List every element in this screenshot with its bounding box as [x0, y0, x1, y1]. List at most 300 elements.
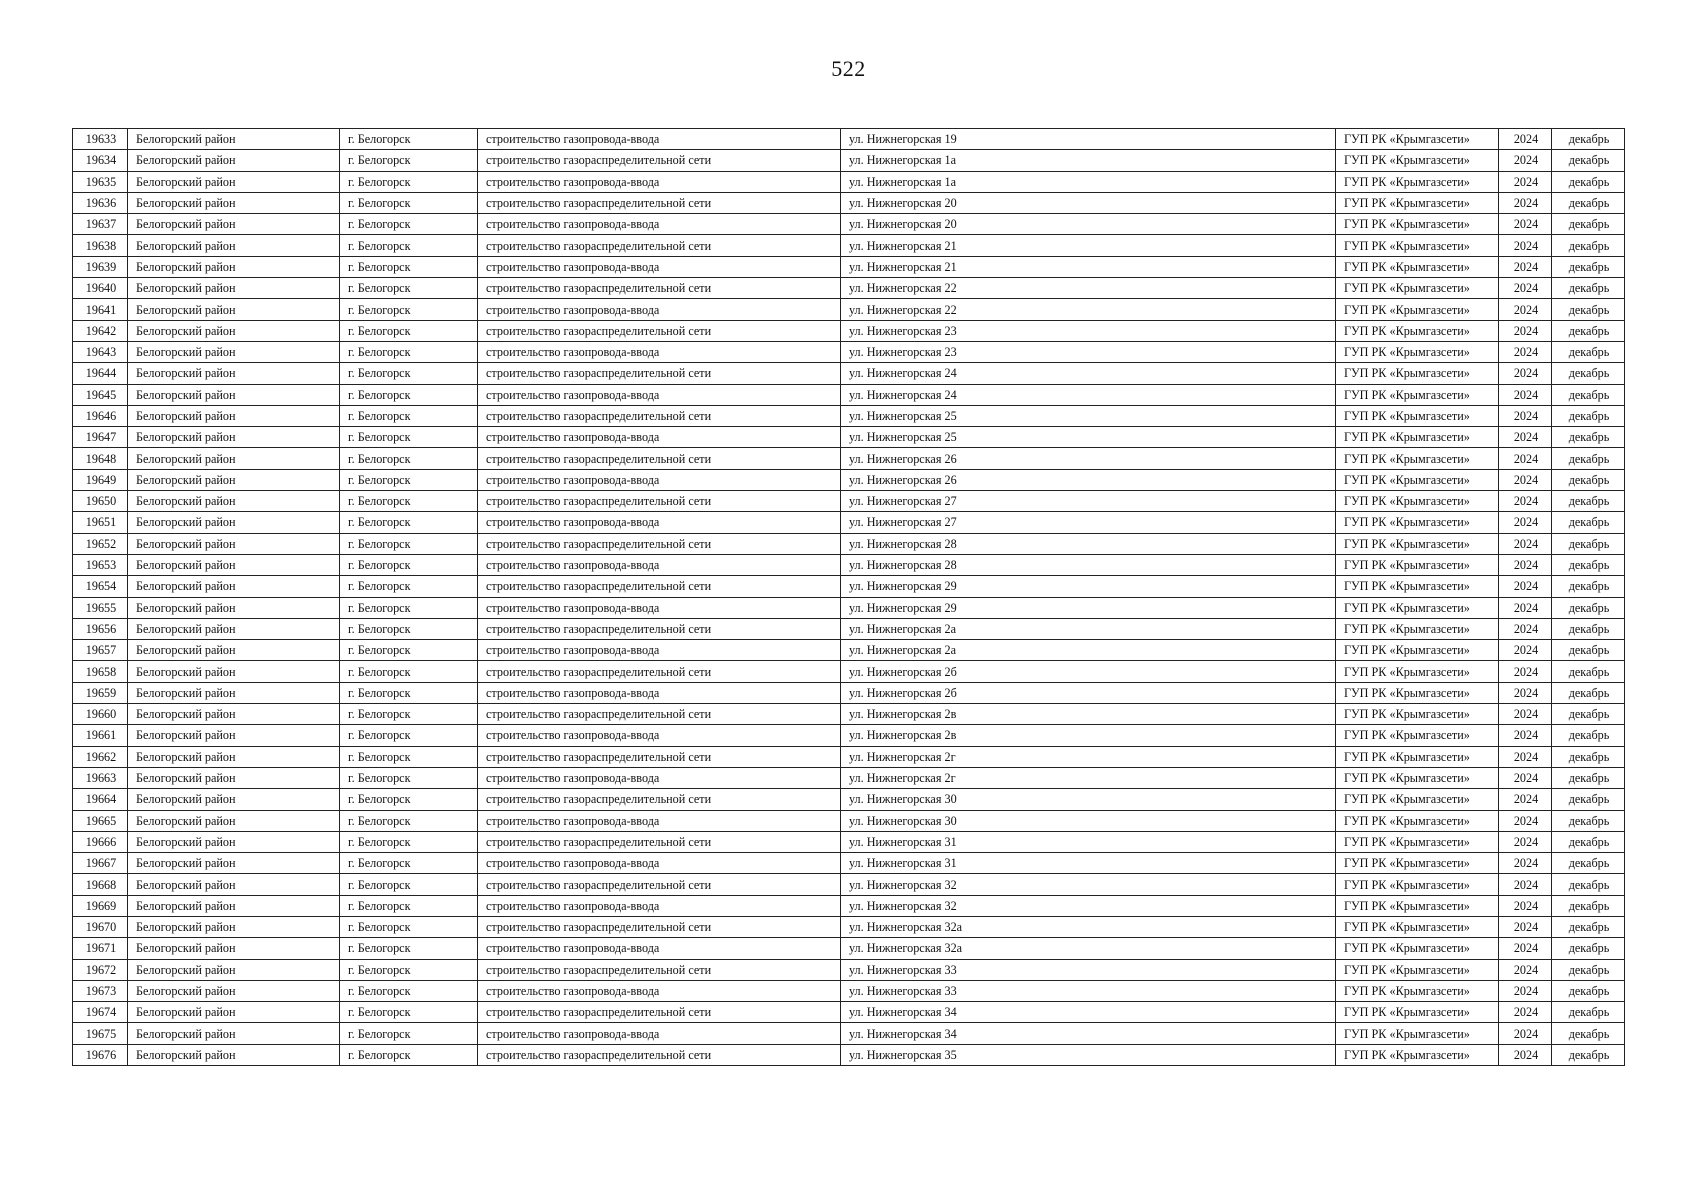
settlement-cell: г. Белогорск	[340, 341, 478, 362]
month-cell: декабрь	[1552, 618, 1625, 639]
district-cell: Белогорский район	[128, 150, 340, 171]
registry-body	[73, 129, 1625, 1066]
address-cell: ул. Нижнегорская 2г	[841, 767, 1336, 788]
table-row	[73, 512, 1625, 533]
year-cell: 2024	[1499, 640, 1552, 661]
address-cell: ул. Нижнегорская 21	[841, 235, 1336, 256]
table-row	[73, 235, 1625, 256]
month-cell: декабрь	[1552, 384, 1625, 405]
district-cell: Белогорский район	[128, 1002, 340, 1023]
settlement-cell: г. Белогорск	[340, 980, 478, 1001]
work-type-cell: строительство газораспределительной сети	[478, 278, 841, 299]
settlement-cell: г. Белогорск	[340, 789, 478, 810]
address-cell: ул. Нижнегорская 34	[841, 1002, 1336, 1023]
district-cell: Белогорский район	[128, 661, 340, 682]
table-row	[73, 1023, 1625, 1044]
organization-cell: ГУП РК «Крымгазсети»	[1336, 767, 1499, 788]
year-cell: 2024	[1499, 959, 1552, 980]
month-cell: декабрь	[1552, 980, 1625, 1001]
registry-table	[72, 128, 1625, 1066]
district-cell: Белогорский район	[128, 512, 340, 533]
organization-cell: ГУП РК «Крымгазсети»	[1336, 895, 1499, 916]
address-cell: ул. Нижнегорская 34	[841, 1023, 1336, 1044]
address-cell: ул. Нижнегорская 2б	[841, 682, 1336, 703]
table-row	[73, 618, 1625, 639]
settlement-cell: г. Белогорск	[340, 491, 478, 512]
organization-cell: ГУП РК «Крымгазсети»	[1336, 725, 1499, 746]
table-row	[73, 916, 1625, 937]
table-row	[73, 725, 1625, 746]
table-row	[73, 1002, 1625, 1023]
address-cell: ул. Нижнегорская 27	[841, 491, 1336, 512]
year-cell: 2024	[1499, 576, 1552, 597]
settlement-cell: г. Белогорск	[340, 640, 478, 661]
row-number-cell: 19656	[73, 618, 128, 639]
work-type-cell: строительство газораспределительной сети	[478, 831, 841, 852]
organization-cell: ГУП РК «Крымгазсети»	[1336, 789, 1499, 810]
district-cell: Белогорский район	[128, 576, 340, 597]
year-cell: 2024	[1499, 661, 1552, 682]
row-number-cell: 19667	[73, 853, 128, 874]
settlement-cell: г. Белогорск	[340, 150, 478, 171]
month-cell: декабрь	[1552, 661, 1625, 682]
row-number-cell: 19669	[73, 895, 128, 916]
table-row	[73, 554, 1625, 575]
table-row	[73, 789, 1625, 810]
district-cell: Белогорский район	[128, 256, 340, 277]
row-number-cell: 19647	[73, 427, 128, 448]
organization-cell: ГУП РК «Крымгазсети»	[1336, 363, 1499, 384]
district-cell: Белогорский район	[128, 448, 340, 469]
settlement-cell: г. Белогорск	[340, 533, 478, 554]
work-type-cell: строительство газораспределительной сети	[478, 150, 841, 171]
month-cell: декабрь	[1552, 746, 1625, 767]
address-cell: ул. Нижнегорская 1а	[841, 150, 1336, 171]
row-number-cell: 19648	[73, 448, 128, 469]
address-cell: ул. Нижнегорская 31	[841, 853, 1336, 874]
table-row	[73, 214, 1625, 235]
year-cell: 2024	[1499, 129, 1552, 150]
work-type-cell: строительство газораспределительной сети	[478, 661, 841, 682]
address-cell: ул. Нижнегорская 23	[841, 320, 1336, 341]
settlement-cell: г. Белогорск	[340, 746, 478, 767]
settlement-cell: г. Белогорск	[340, 171, 478, 192]
month-cell: декабрь	[1552, 469, 1625, 490]
work-type-cell: строительство газораспределительной сети	[478, 746, 841, 767]
table-row	[73, 448, 1625, 469]
address-cell: ул. Нижнегорская 25	[841, 405, 1336, 426]
district-cell: Белогорский район	[128, 874, 340, 895]
month-cell: декабрь	[1552, 256, 1625, 277]
organization-cell: ГУП РК «Крымгазсети»	[1336, 256, 1499, 277]
table-row	[73, 895, 1625, 916]
row-number-cell: 19675	[73, 1023, 128, 1044]
work-type-cell: строительство газопровода-ввода	[478, 895, 841, 916]
month-cell: декабрь	[1552, 682, 1625, 703]
year-cell: 2024	[1499, 682, 1552, 703]
district-cell: Белогорский район	[128, 640, 340, 661]
organization-cell: ГУП РК «Крымгазсети»	[1336, 704, 1499, 725]
organization-cell: ГУП РК «Крымгазсети»	[1336, 618, 1499, 639]
row-number-cell: 19658	[73, 661, 128, 682]
row-number-cell: 19666	[73, 831, 128, 852]
organization-cell: ГУП РК «Крымгазсети»	[1336, 554, 1499, 575]
work-type-cell: строительство газопровода-ввода	[478, 214, 841, 235]
district-cell: Белогорский район	[128, 1044, 340, 1065]
row-number-cell: 19643	[73, 341, 128, 362]
organization-cell: ГУП РК «Крымгазсети»	[1336, 171, 1499, 192]
row-number-cell: 19652	[73, 533, 128, 554]
table-row	[73, 704, 1625, 725]
district-cell: Белогорский район	[128, 980, 340, 1001]
organization-cell: ГУП РК «Крымгазсети»	[1336, 1023, 1499, 1044]
work-type-cell: строительство газопровода-ввода	[478, 512, 841, 533]
address-cell: ул. Нижнегорская 2в	[841, 704, 1336, 725]
month-cell: декабрь	[1552, 640, 1625, 661]
settlement-cell: г. Белогорск	[340, 299, 478, 320]
row-number-cell: 19636	[73, 192, 128, 213]
year-cell: 2024	[1499, 491, 1552, 512]
table-row	[73, 341, 1625, 362]
table-row	[73, 640, 1625, 661]
year-cell: 2024	[1499, 150, 1552, 171]
work-type-cell: строительство газораспределительной сети	[478, 448, 841, 469]
year-cell: 2024	[1499, 874, 1552, 895]
district-cell: Белогорский район	[128, 767, 340, 788]
month-cell: декабрь	[1552, 895, 1625, 916]
organization-cell: ГУП РК «Крымгазсети»	[1336, 427, 1499, 448]
table-row	[73, 874, 1625, 895]
district-cell: Белогорский район	[128, 725, 340, 746]
settlement-cell: г. Белогорск	[340, 597, 478, 618]
settlement-cell: г. Белогорск	[340, 278, 478, 299]
year-cell: 2024	[1499, 980, 1552, 1001]
table-row	[73, 469, 1625, 490]
row-number-cell: 19673	[73, 980, 128, 1001]
address-cell: ул. Нижнегорская 20	[841, 214, 1336, 235]
table-row	[73, 746, 1625, 767]
address-cell: ул. Нижнегорская 25	[841, 427, 1336, 448]
organization-cell: ГУП РК «Крымгазсети»	[1336, 938, 1499, 959]
row-number-cell: 19660	[73, 704, 128, 725]
work-type-cell: строительство газораспределительной сети	[478, 959, 841, 980]
address-cell: ул. Нижнегорская 33	[841, 980, 1336, 1001]
address-cell: ул. Нижнегорская 32	[841, 895, 1336, 916]
row-number-cell: 19639	[73, 256, 128, 277]
district-cell: Белогорский район	[128, 554, 340, 575]
organization-cell: ГУП РК «Крымгазсети»	[1336, 384, 1499, 405]
year-cell: 2024	[1499, 895, 1552, 916]
district-cell: Белогорский район	[128, 597, 340, 618]
month-cell: декабрь	[1552, 831, 1625, 852]
work-type-cell: строительство газораспределительной сети	[478, 916, 841, 937]
month-cell: декабрь	[1552, 810, 1625, 831]
month-cell: декабрь	[1552, 789, 1625, 810]
district-cell: Белогорский район	[128, 129, 340, 150]
address-cell: ул. Нижнегорская 28	[841, 533, 1336, 554]
organization-cell: ГУП РК «Крымгазсети»	[1336, 235, 1499, 256]
work-type-cell: строительство газопровода-ввода	[478, 256, 841, 277]
address-cell: ул. Нижнегорская 2в	[841, 725, 1336, 746]
month-cell: декабрь	[1552, 129, 1625, 150]
district-cell: Белогорский район	[128, 533, 340, 554]
row-number-cell: 19664	[73, 789, 128, 810]
settlement-cell: г. Белогорск	[340, 874, 478, 895]
work-type-cell: строительство газопровода-ввода	[478, 341, 841, 362]
organization-cell: ГУП РК «Крымгазсети»	[1336, 597, 1499, 618]
table-row	[73, 682, 1625, 703]
row-number-cell: 19663	[73, 767, 128, 788]
work-type-cell: строительство газопровода-ввода	[478, 171, 841, 192]
month-cell: декабрь	[1552, 192, 1625, 213]
district-cell: Белогорский район	[128, 384, 340, 405]
month-cell: декабрь	[1552, 512, 1625, 533]
work-type-cell: строительство газопровода-ввода	[478, 640, 841, 661]
work-type-cell: строительство газораспределительной сети	[478, 874, 841, 895]
row-number-cell: 19676	[73, 1044, 128, 1065]
year-cell: 2024	[1499, 341, 1552, 362]
settlement-cell: г. Белогорск	[340, 938, 478, 959]
district-cell: Белогорский район	[128, 363, 340, 384]
settlement-cell: г. Белогорск	[340, 618, 478, 639]
settlement-cell: г. Белогорск	[340, 704, 478, 725]
year-cell: 2024	[1499, 789, 1552, 810]
work-type-cell: строительство газопровода-ввода	[478, 682, 841, 703]
address-cell: ул. Нижнегорская 33	[841, 959, 1336, 980]
month-cell: декабрь	[1552, 597, 1625, 618]
year-cell: 2024	[1499, 512, 1552, 533]
month-cell: декабрь	[1552, 853, 1625, 874]
table-row	[73, 853, 1625, 874]
organization-cell: ГУП РК «Крымгазсети»	[1336, 853, 1499, 874]
table-row	[73, 533, 1625, 554]
table-row	[73, 576, 1625, 597]
year-cell: 2024	[1499, 1002, 1552, 1023]
row-number-cell: 19650	[73, 491, 128, 512]
organization-cell: ГУП РК «Крымгазсети»	[1336, 874, 1499, 895]
month-cell: декабрь	[1552, 171, 1625, 192]
work-type-cell: строительство газопровода-ввода	[478, 554, 841, 575]
settlement-cell: г. Белогорск	[340, 1044, 478, 1065]
settlement-cell: г. Белогорск	[340, 767, 478, 788]
organization-cell: ГУП РК «Крымгазсети»	[1336, 150, 1499, 171]
district-cell: Белогорский район	[128, 320, 340, 341]
year-cell: 2024	[1499, 256, 1552, 277]
month-cell: декабрь	[1552, 1023, 1625, 1044]
address-cell: ул. Нижнегорская 32а	[841, 916, 1336, 937]
month-cell: декабрь	[1552, 150, 1625, 171]
organization-cell: ГУП РК «Крымгазсети»	[1336, 640, 1499, 661]
row-number-cell: 19671	[73, 938, 128, 959]
month-cell: декабрь	[1552, 533, 1625, 554]
address-cell: ул. Нижнегорская 2а	[841, 618, 1336, 639]
year-cell: 2024	[1499, 469, 1552, 490]
year-cell: 2024	[1499, 405, 1552, 426]
organization-cell: ГУП РК «Крымгазсети»	[1336, 192, 1499, 213]
district-cell: Белогорский район	[128, 682, 340, 703]
organization-cell: ГУП РК «Крымгазсети»	[1336, 469, 1499, 490]
table-row	[73, 256, 1625, 277]
address-cell: ул. Нижнегорская 2г	[841, 746, 1336, 767]
row-number-cell: 19640	[73, 278, 128, 299]
organization-cell: ГУП РК «Крымгазсети»	[1336, 448, 1499, 469]
work-type-cell: строительство газопровода-ввода	[478, 1023, 841, 1044]
settlement-cell: г. Белогорск	[340, 405, 478, 426]
district-cell: Белогорский район	[128, 704, 340, 725]
settlement-cell: г. Белогорск	[340, 895, 478, 916]
month-cell: декабрь	[1552, 767, 1625, 788]
organization-cell: ГУП РК «Крымгазсети»	[1336, 299, 1499, 320]
row-number-cell: 19634	[73, 150, 128, 171]
row-number-cell: 19637	[73, 214, 128, 235]
district-cell: Белогорский район	[128, 853, 340, 874]
year-cell: 2024	[1499, 704, 1552, 725]
settlement-cell: г. Белогорск	[340, 235, 478, 256]
month-cell: декабрь	[1552, 363, 1625, 384]
address-cell: ул. Нижнегорская 19	[841, 129, 1336, 150]
district-cell: Белогорский район	[128, 427, 340, 448]
work-type-cell: строительство газораспределительной сети	[478, 533, 841, 554]
address-cell: ул. Нижнегорская 2а	[841, 640, 1336, 661]
work-type-cell: строительство газопровода-ввода	[478, 853, 841, 874]
row-number-cell: 19635	[73, 171, 128, 192]
month-cell: декабрь	[1552, 405, 1625, 426]
district-cell: Белогорский район	[128, 916, 340, 937]
organization-cell: ГУП РК «Крымгазсети»	[1336, 746, 1499, 767]
month-cell: декабрь	[1552, 491, 1625, 512]
district-cell: Белогорский район	[128, 959, 340, 980]
settlement-cell: г. Белогорск	[340, 959, 478, 980]
address-cell: ул. Нижнегорская 21	[841, 256, 1336, 277]
table-row	[73, 959, 1625, 980]
year-cell: 2024	[1499, 618, 1552, 639]
year-cell: 2024	[1499, 320, 1552, 341]
month-cell: декабрь	[1552, 725, 1625, 746]
address-cell: ул. Нижнегорская 29	[841, 597, 1336, 618]
settlement-cell: г. Белогорск	[340, 469, 478, 490]
page-number: 522	[831, 56, 866, 81]
table-row	[73, 980, 1625, 1001]
organization-cell: ГУП РК «Крымгазсети»	[1336, 810, 1499, 831]
district-cell: Белогорский район	[128, 491, 340, 512]
organization-cell: ГУП РК «Крымгазсети»	[1336, 576, 1499, 597]
row-number-cell: 19668	[73, 874, 128, 895]
work-type-cell: строительство газопровода-ввода	[478, 384, 841, 405]
work-type-cell: строительство газораспределительной сети	[478, 704, 841, 725]
work-type-cell: строительство газораспределительной сети	[478, 576, 841, 597]
month-cell: декабрь	[1552, 235, 1625, 256]
month-cell: декабрь	[1552, 299, 1625, 320]
table-row	[73, 938, 1625, 959]
settlement-cell: г. Белогорск	[340, 853, 478, 874]
district-cell: Белогорский район	[128, 192, 340, 213]
month-cell: декабрь	[1552, 1044, 1625, 1065]
district-cell: Белогорский район	[128, 278, 340, 299]
month-cell: декабрь	[1552, 938, 1625, 959]
address-cell: ул. Нижнегорская 26	[841, 448, 1336, 469]
row-number-cell: 19642	[73, 320, 128, 341]
settlement-cell: г. Белогорск	[340, 214, 478, 235]
address-cell: ул. Нижнегорская 28	[841, 554, 1336, 575]
year-cell: 2024	[1499, 1023, 1552, 1044]
year-cell: 2024	[1499, 171, 1552, 192]
address-cell: ул. Нижнегорская 24	[841, 363, 1336, 384]
table-row	[73, 320, 1625, 341]
settlement-cell: г. Белогорск	[340, 320, 478, 341]
table-row	[73, 810, 1625, 831]
settlement-cell: г. Белогорск	[340, 129, 478, 150]
organization-cell: ГУП РК «Крымгазсети»	[1336, 682, 1499, 703]
settlement-cell: г. Белогорск	[340, 661, 478, 682]
district-cell: Белогорский район	[128, 895, 340, 916]
address-cell: ул. Нижнегорская 27	[841, 512, 1336, 533]
table-row	[73, 278, 1625, 299]
month-cell: декабрь	[1552, 341, 1625, 362]
work-type-cell: строительство газораспределительной сети	[478, 491, 841, 512]
row-number-cell: 19654	[73, 576, 128, 597]
row-number-cell: 19646	[73, 405, 128, 426]
district-cell: Белогорский район	[128, 469, 340, 490]
table-row	[73, 171, 1625, 192]
settlement-cell: г. Белогорск	[340, 448, 478, 469]
table-row	[73, 767, 1625, 788]
table-row	[73, 661, 1625, 682]
organization-cell: ГУП РК «Крымгазсети»	[1336, 491, 1499, 512]
month-cell: декабрь	[1552, 320, 1625, 341]
district-cell: Белогорский район	[128, 299, 340, 320]
organization-cell: ГУП РК «Крымгазсети»	[1336, 405, 1499, 426]
address-cell: ул. Нижнегорская 32	[841, 874, 1336, 895]
work-type-cell: строительство газопровода-ввода	[478, 767, 841, 788]
year-cell: 2024	[1499, 554, 1552, 575]
year-cell: 2024	[1499, 810, 1552, 831]
row-number-cell: 19633	[73, 129, 128, 150]
settlement-cell: г. Белогорск	[340, 256, 478, 277]
row-number-cell: 19659	[73, 682, 128, 703]
work-type-cell: строительство газораспределительной сети	[478, 363, 841, 384]
settlement-cell: г. Белогорск	[340, 831, 478, 852]
row-number-cell: 19649	[73, 469, 128, 490]
work-type-cell: строительство газораспределительной сети	[478, 789, 841, 810]
month-cell: декабрь	[1552, 1002, 1625, 1023]
address-cell: ул. Нижнегорская 30	[841, 810, 1336, 831]
work-type-cell: строительство газораспределительной сети	[478, 1002, 841, 1023]
organization-cell: ГУП РК «Крымгазсети»	[1336, 214, 1499, 235]
settlement-cell: г. Белогорск	[340, 512, 478, 533]
month-cell: декабрь	[1552, 959, 1625, 980]
year-cell: 2024	[1499, 746, 1552, 767]
work-type-cell: строительство газопровода-ввода	[478, 597, 841, 618]
organization-cell: ГУП РК «Крымгазсети»	[1336, 341, 1499, 362]
month-cell: декабрь	[1552, 427, 1625, 448]
table-row	[73, 299, 1625, 320]
month-cell: декабрь	[1552, 874, 1625, 895]
row-number-cell: 19657	[73, 640, 128, 661]
work-type-cell: строительство газопровода-ввода	[478, 938, 841, 959]
table-row	[73, 384, 1625, 405]
work-type-cell: строительство газораспределительной сети	[478, 235, 841, 256]
row-number-cell: 19672	[73, 959, 128, 980]
year-cell: 2024	[1499, 533, 1552, 554]
settlement-cell: г. Белогорск	[340, 384, 478, 405]
address-cell: ул. Нижнегорская 22	[841, 299, 1336, 320]
district-cell: Белогорский район	[128, 938, 340, 959]
row-number-cell: 19644	[73, 363, 128, 384]
work-type-cell: строительство газопровода-ввода	[478, 299, 841, 320]
address-cell: ул. Нижнегорская 2б	[841, 661, 1336, 682]
table-row	[73, 363, 1625, 384]
year-cell: 2024	[1499, 448, 1552, 469]
